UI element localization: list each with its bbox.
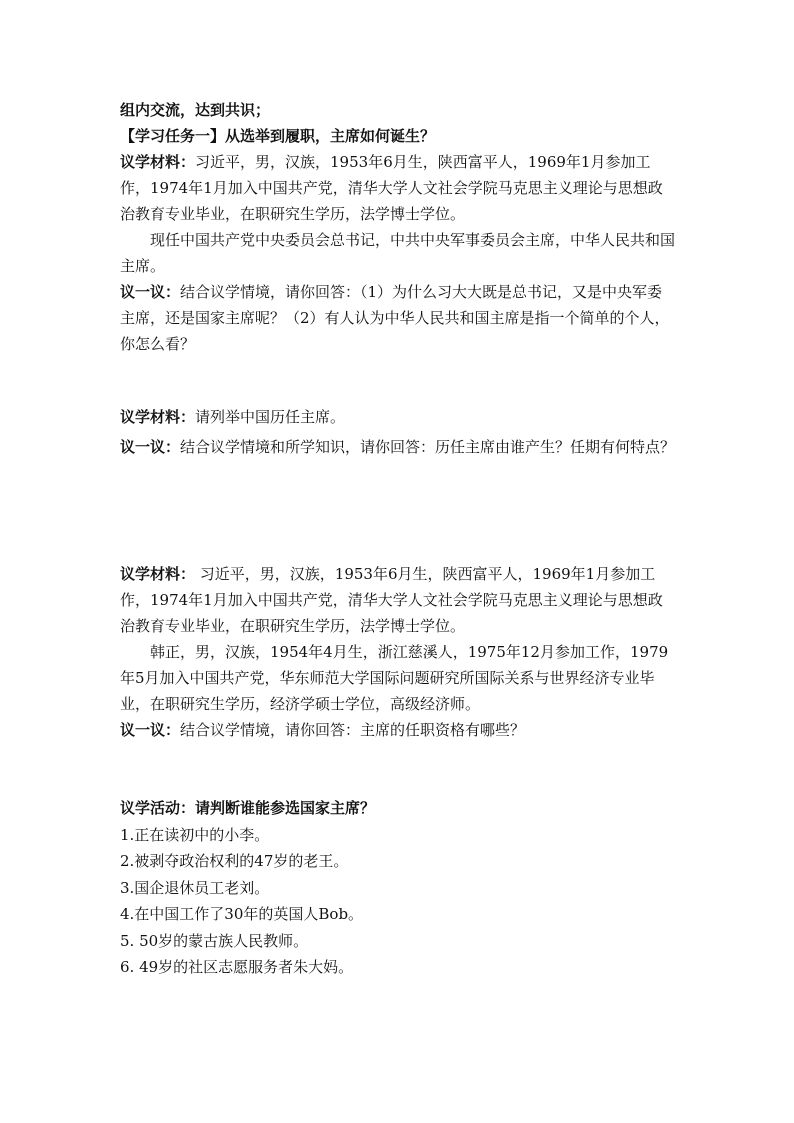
material-paragraph [120, 561, 676, 639]
list-item: 3.国企退休员工老刘。 [120, 878, 270, 897]
discuss-label: 议一议： [120, 283, 181, 301]
material-text: 习近平，男，汉族，1953年6月生，陕西富平人，1969年1月参加工作，1974年1月加入中国共产党，清华大学人文社会学院马克思主义理论与思想政治教育专业毕业，在职研究生学历，法学博士学位。 [120, 565, 663, 635]
section-history [120, 403, 676, 461]
material-paragraph-2: 现任中国共产党中央委员会总书记，中共中央军事委员会主席，中华人民共和国主席。 [120, 231, 676, 275]
discuss-text: 结合议学情境和所学知识，请你回答：历任主席由谁产生？任期有何特点？ [180, 438, 676, 456]
task-title: 【学习任务一】从选举到履职，主席如何诞生？ [120, 127, 436, 145]
list-item: 1.正在读初中的小李。 [120, 825, 270, 844]
discuss-text: 结合议学情境，请你回答：（1）为什么习大大既是总书记，又是中央军委主席，还是国家主席呢？（2）有人认为中华人民共和国主席是指一个简单的个人，你怎么看？ [120, 283, 670, 353]
material-label: 议学材料： [120, 408, 196, 426]
material-label: 议学材料： [120, 565, 196, 583]
material-paragraph [120, 403, 676, 431]
list-item: 4.在中国工作了30年的英国人Bob。 [120, 905, 364, 923]
list-item: 6. 49岁的社区志愿服务者朱大妈。 [120, 958, 354, 976]
material-paragraph-2: 韩正，男，汉族，1954年4月生，浙江慈溪人，1975年12月参加工作，1979年5月加入中国共产党，华东师范大学国际问题研究所国际关系与世界经济专业毕业，在职研究生学历，经济学硕士学位，高级经济师。 [120, 643, 669, 713]
discuss-paragraph [120, 717, 676, 743]
list-item: 5. 50岁的蒙古族人民教师。 [120, 931, 309, 950]
discuss-paragraph [120, 279, 676, 357]
discuss-label: 议一议： [120, 721, 181, 739]
discuss-label: 议一议： [120, 438, 181, 456]
section-task-one [120, 97, 676, 357]
activity-title: 议学活动：请判断谁能参选国家主席？ [120, 799, 376, 817]
material-label: 议学材料： [120, 153, 196, 171]
section-activity [120, 795, 676, 981]
intro-line: 组内交流，达到共识； [120, 101, 271, 119]
material-text: 习近平，男，汉族，1953年6月生，陕西富平人，1969年1月参加工作，1974年1月加入中国共产党，清华大学人文社会学院马克思主义理论与思想政治教育专业毕业，在职研究生学历，法学博士学位。 [120, 153, 663, 223]
section-qualification [120, 561, 676, 743]
material-paragraph [120, 149, 676, 227]
material-text: 请列举中国历任主席。 [195, 408, 346, 426]
list-item: 2.被剥夺政治权利的47岁的老王。 [120, 852, 349, 870]
discuss-text: 结合议学情境，请你回答：主席的任职资格有哪些？ [180, 721, 526, 739]
discuss-paragraph [120, 433, 676, 461]
